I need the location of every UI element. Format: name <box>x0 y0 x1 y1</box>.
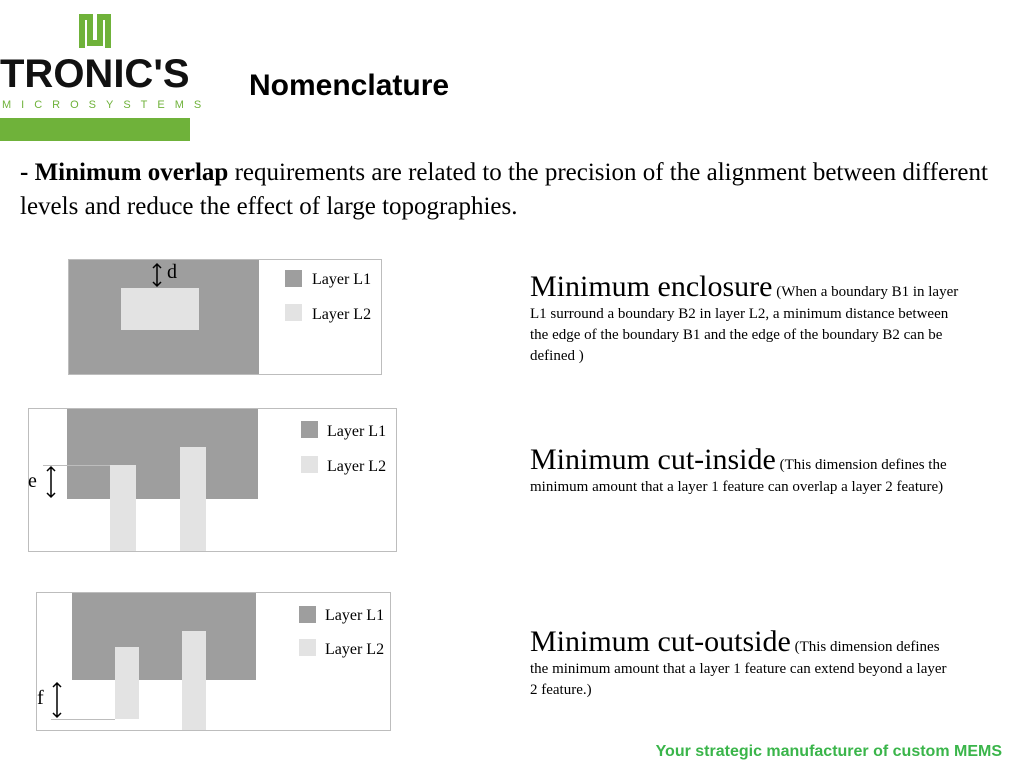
layer-l2-shape <box>182 631 206 730</box>
layer-l2-shape <box>110 465 136 551</box>
legend-l1-label: Layer L1 <box>312 271 372 288</box>
figure-cut-outside <box>36 592 391 731</box>
logo-green-bar <box>0 118 190 141</box>
legend-l2-swatch <box>301 456 318 473</box>
rule-heading: Minimum cut-inside <box>530 443 776 476</box>
legend-l1-swatch <box>285 270 302 287</box>
legend-l1-label: Layer L1 <box>325 607 385 624</box>
rule-heading: Minimum enclosure <box>530 270 773 303</box>
dimension-guide-line <box>51 719 115 720</box>
intro-bold: - Minimum overlap <box>20 159 229 186</box>
layer-l1-shape <box>72 593 256 680</box>
dimension-f-label: f <box>37 687 44 709</box>
legend-l2-label: Layer L2 <box>327 458 387 475</box>
rule-cut-outside <box>530 625 950 701</box>
tronics-logo-mark-icon <box>77 10 113 50</box>
rule-enclosure <box>530 270 970 367</box>
dimension-d-arrow-icon <box>151 262 163 288</box>
figure-cut-inside <box>28 408 397 552</box>
rule-cut-inside <box>530 443 985 498</box>
layer-l2-shape <box>121 288 199 330</box>
logo-subtitle: MICROSYSTEMS <box>2 99 212 111</box>
footer-tagline: Your strategic manufacturer of custom MEMS <box>655 743 1002 760</box>
dimension-e-arrow-icon <box>45 465 57 499</box>
legend-l2-label: Layer L2 <box>325 641 385 658</box>
legend-l2-label: Layer L2 <box>312 306 372 323</box>
rule-detail: (This dimension defines the minimum amount that a layer 1 feature can extend beyond a layer 2 feature.) <box>530 639 947 698</box>
legend-l2-swatch <box>285 304 302 321</box>
intro-paragraph <box>20 156 1024 224</box>
layer-l2-shape <box>115 647 139 719</box>
legend-l2-swatch <box>299 639 316 656</box>
dimension-e-label: e <box>28 470 37 492</box>
legend-l1-swatch <box>299 606 316 623</box>
layer-l1-shape <box>67 409 258 499</box>
logo-name: TRONIC'S <box>0 52 190 96</box>
dimension-f-arrow-icon <box>51 681 63 719</box>
dimension-d-label: d <box>167 261 177 283</box>
layer-l2-shape <box>180 447 206 551</box>
rule-detail: (This dimension defines the minimum amount that a layer 1 feature can overlap a layer 2 feature) <box>530 457 947 495</box>
rule-heading: Minimum cut-outside <box>530 625 791 658</box>
legend-l1-label: Layer L1 <box>327 423 387 440</box>
legend-l1-swatch <box>301 421 318 438</box>
page-title: Nomenclature <box>249 69 450 102</box>
figure-enclosure <box>68 259 382 375</box>
rule-detail: (When a boundary B1 in layer L1 surround a boundary B2 in layer L2, a minimum distance between the edge of the boundary B1 and the edge of the boundary B2 can be defined ) <box>530 284 959 364</box>
intro-rest: requirements are related to the precision of the alignment between different levels and reduce the effect of large topographies. <box>20 159 988 220</box>
